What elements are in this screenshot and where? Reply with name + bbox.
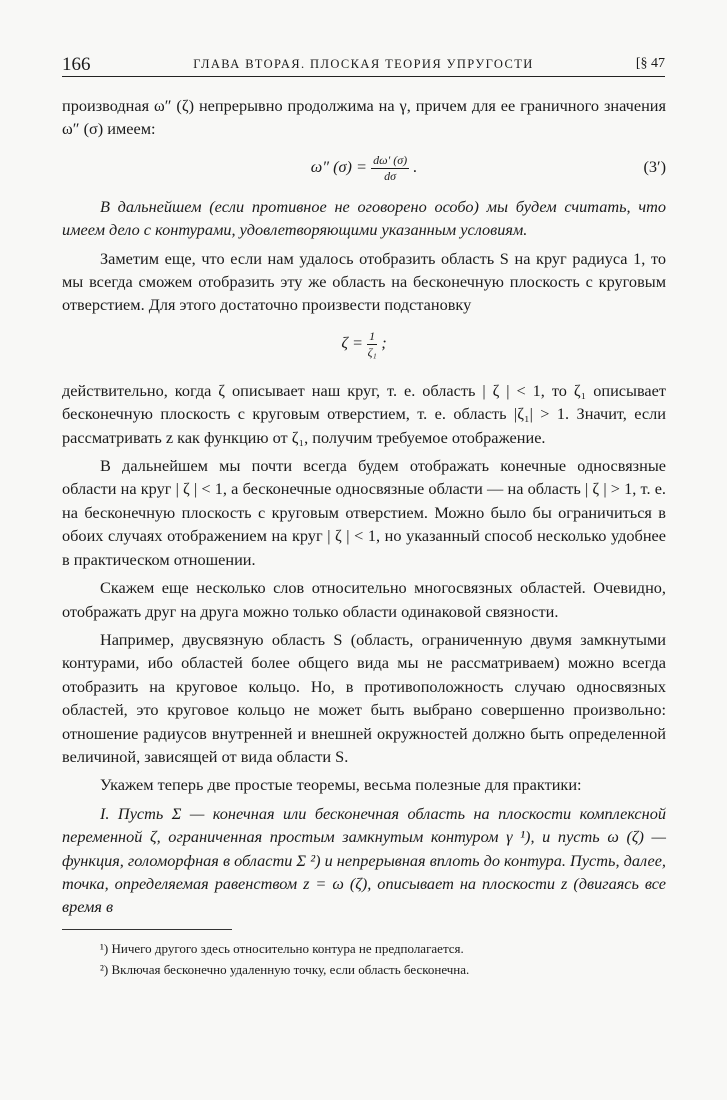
footnote-2: ²) Включая бесконечно удаленную точку, если область бесконечна. — [100, 961, 470, 977]
formula-1-denominator: dσ — [384, 168, 397, 183]
paragraph-8: Укажем теперь две простые теоремы, весьма полезные для практики: — [100, 775, 582, 795]
paragraph-5: В дальнейшем мы почти всегда будем отображать конечные односвязные области на круг | ζ | < 1, а бесконечные односвязные области — на область | ζ | > 1, т. е. на бесконечную плоскость с круговым отверстием. Можно было бы ограничиться в обоих случаях отображением на круг | ζ | < 1, но указанный способ несколько удобнее в практическом отношении. — [62, 456, 666, 569]
paragraph-3: Заметим еще, что если нам удалось отобразить область S на круг радиуса 1, то мы всегда сможем отобразить эту же область на бесконечную плоскость с круговым отверстием. Для этого достаточно произвести подстановку — [62, 248, 666, 315]
footnote-1: ¹) Ничего другого здесь относительно контура не предполагается. — [100, 940, 464, 956]
formula-2-lhs: ζ = — [341, 333, 364, 353]
formula-1-fraction — [371, 153, 409, 184]
formula-2-tail: ; — [381, 333, 387, 353]
paragraph-4: действительно, когда ζ описывает наш круг, т. е. область | ζ | < 1, то ζ₁ описывает бесконечную плоскость с круговым отверстием, т. е. область |ζ₁| > 1. Значит, если рассматривать z как функцию от ζ₁, получим требуемое отображение. — [62, 380, 666, 447]
paragraph-1: производная ω″ (ζ) непрерывно продолжима на γ, причем для ее граничного значения ω″ (σ) имеем: — [62, 96, 666, 139]
theorem-1: I. Пусть Σ — конечная или бесконечная область на плоскости комплексной переменной ζ, ограниченная простым замкнутым контуром γ ¹), и пусть ω (ζ) — функция, голоморфная в области Σ ²) и непрерывная вплоть до контура. Пусть, далее, точка, определяемая равенством z = ω (ζ), описывает на плоскости z (двигаясь все время в — [62, 803, 666, 917]
section-number: [§ 47 — [635, 56, 665, 71]
equation-number: (3′) — [643, 156, 666, 176]
paragraph-2-italic: В дальнейшем (если противное не оговорено особо) мы будем считать, что имеем дело с контурами, удовлетворяющими указанным условиям. — [62, 196, 666, 240]
formula-2-denominator: ζ₁ — [367, 344, 377, 359]
running-header — [62, 56, 665, 77]
formula-1-tail: . — [413, 157, 418, 177]
chapter-title: ГЛАВА ВТОРАЯ. ПЛОСКАЯ ТЕОРИЯ УПРУГОСТИ — [193, 57, 534, 71]
paragraph-7: Например, двусвязную область S (область, ограниченную двумя замкнутыми контурами, ибо областей более общего вида мы не рассматриваем) можно всегда отобразить на круговое кольцо. Но, в противоположность случаю односвязных областей, это круговое кольцо не может быть выбрано совершенно произвольно: отношение радиусов внутренней и внешней окружностей должно быть определенной величиной, зависящей от вида области S. — [62, 629, 666, 766]
footnote-rule — [62, 929, 232, 930]
substitution-formula — [62, 319, 666, 375]
page-body — [62, 94, 666, 980]
formula-2-numerator: 1 — [369, 328, 376, 343]
formula-2-fraction — [367, 329, 377, 360]
page-number: 166 — [62, 54, 91, 75]
formula-1-lhs: ω″ (σ) = — [310, 157, 368, 177]
paragraph-6: Скажем еще несколько слов относительно многосвязных областей. Очевидно, отображать друг на друга можно только области одинаковой связности. — [62, 578, 666, 621]
formula-3-prime — [62, 143, 666, 191]
formula-1-numerator: dω′ (σ) — [373, 152, 408, 167]
